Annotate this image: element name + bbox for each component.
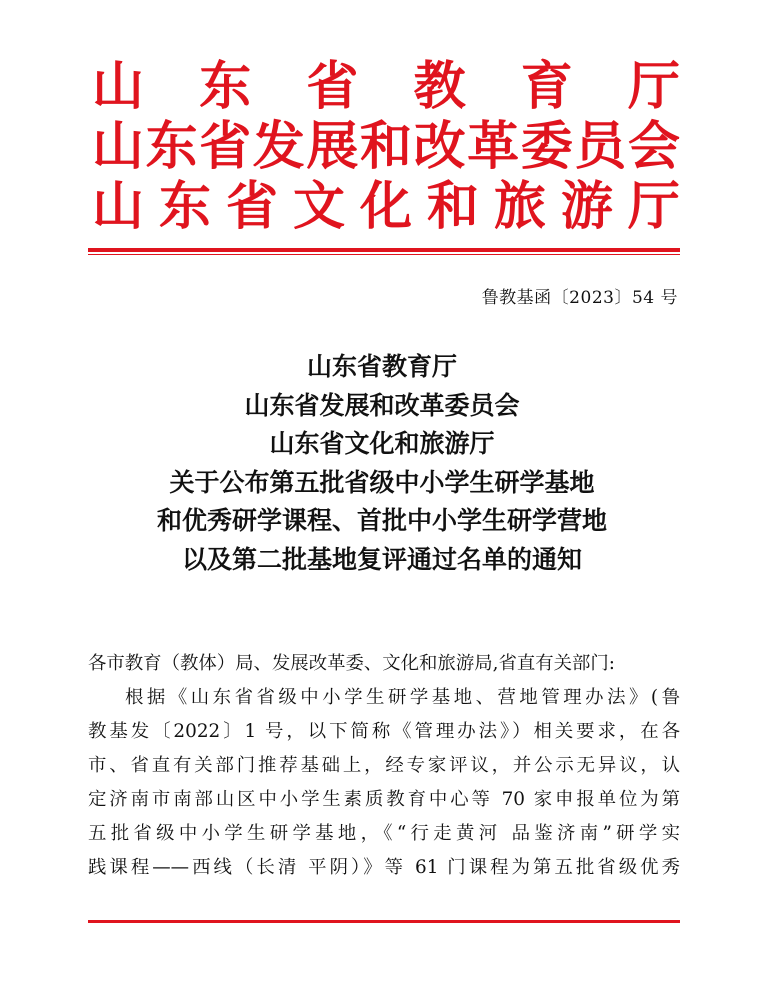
paragraph-line: 践课程——西线（长清 平阴）》等 61 门课程为第五批省级优秀 bbox=[88, 857, 680, 878]
masthead-char: 委 bbox=[520, 116, 573, 177]
salutation: 各市教育（教体）局、发展改革委、文化和旅游局,省直有关部门: bbox=[88, 653, 615, 674]
masthead-char: 会 bbox=[627, 116, 680, 177]
title-line: 山东省文化和旅游厅 bbox=[269, 429, 495, 458]
masthead-char: 文 bbox=[292, 176, 345, 237]
masthead-char: 省 bbox=[225, 176, 278, 237]
paragraph-line: 五批省级中小学生研学基地，《“行走黄河 品鉴济南”研学实 bbox=[88, 823, 680, 844]
document-number: 鲁教基函〔2023〕54 号 bbox=[481, 288, 678, 308]
masthead-line-2 bbox=[92, 118, 680, 178]
masthead-char: 省 bbox=[199, 116, 252, 177]
masthead-char: 发 bbox=[252, 116, 305, 177]
masthead-char: 山 bbox=[92, 116, 145, 177]
paragraph-line: 定济南市南部山区中小学生素质教育中心等 70 家申报单位为第 bbox=[88, 789, 680, 810]
paragraph-line: 市、省直有关部门推荐基础上，经专家评议，并公示无异议，认 bbox=[88, 755, 680, 776]
masthead-char: 山 bbox=[92, 56, 145, 117]
masthead-char: 东 bbox=[199, 56, 252, 117]
title-line: 和优秀研学课程、首批中小学生研学营地 bbox=[156, 506, 607, 535]
masthead-char: 山 bbox=[92, 176, 145, 237]
masthead-char: 游 bbox=[560, 176, 613, 237]
masthead-line-1 bbox=[92, 58, 680, 118]
title-line: 山东省教育厅 bbox=[306, 352, 457, 381]
masthead-char: 展 bbox=[306, 116, 359, 177]
masthead-char: 化 bbox=[359, 176, 412, 237]
masthead-divider-thin bbox=[88, 254, 680, 255]
masthead-char: 育 bbox=[520, 56, 573, 117]
body-paragraph bbox=[88, 681, 680, 885]
footer-divider bbox=[88, 920, 680, 923]
masthead-divider bbox=[88, 248, 680, 252]
masthead-char: 和 bbox=[426, 176, 479, 237]
masthead-line-3 bbox=[92, 178, 680, 238]
title-line: 山东省发展和改革委员会 bbox=[244, 390, 520, 420]
masthead-char: 东 bbox=[145, 116, 198, 177]
masthead-char: 厅 bbox=[627, 56, 680, 117]
masthead-char: 旅 bbox=[493, 176, 546, 237]
title-line: 关于公布第五批省级中小学生研学基地 bbox=[169, 467, 595, 497]
document-title bbox=[60, 348, 704, 579]
masthead-char: 和 bbox=[359, 116, 412, 177]
masthead-char: 厅 bbox=[627, 176, 680, 237]
paragraph-line: 根据《山东省省级中小学生研学基地、营地管理办法》(鲁 bbox=[125, 687, 680, 708]
masthead-char: 东 bbox=[158, 176, 211, 237]
masthead-char: 员 bbox=[574, 116, 627, 177]
paragraph-line: 教基发〔2022〕1 号，以下简称《管理办法》）相关要求，在各 bbox=[88, 721, 680, 742]
masthead-char: 省 bbox=[306, 56, 359, 117]
masthead-char: 革 bbox=[467, 116, 520, 177]
masthead-char: 改 bbox=[413, 116, 466, 177]
masthead-char: 教 bbox=[413, 56, 466, 117]
title-line: 以及第二批基地复评通过名单的通知 bbox=[181, 544, 582, 574]
red-masthead bbox=[92, 58, 680, 238]
document-body bbox=[88, 647, 680, 885]
